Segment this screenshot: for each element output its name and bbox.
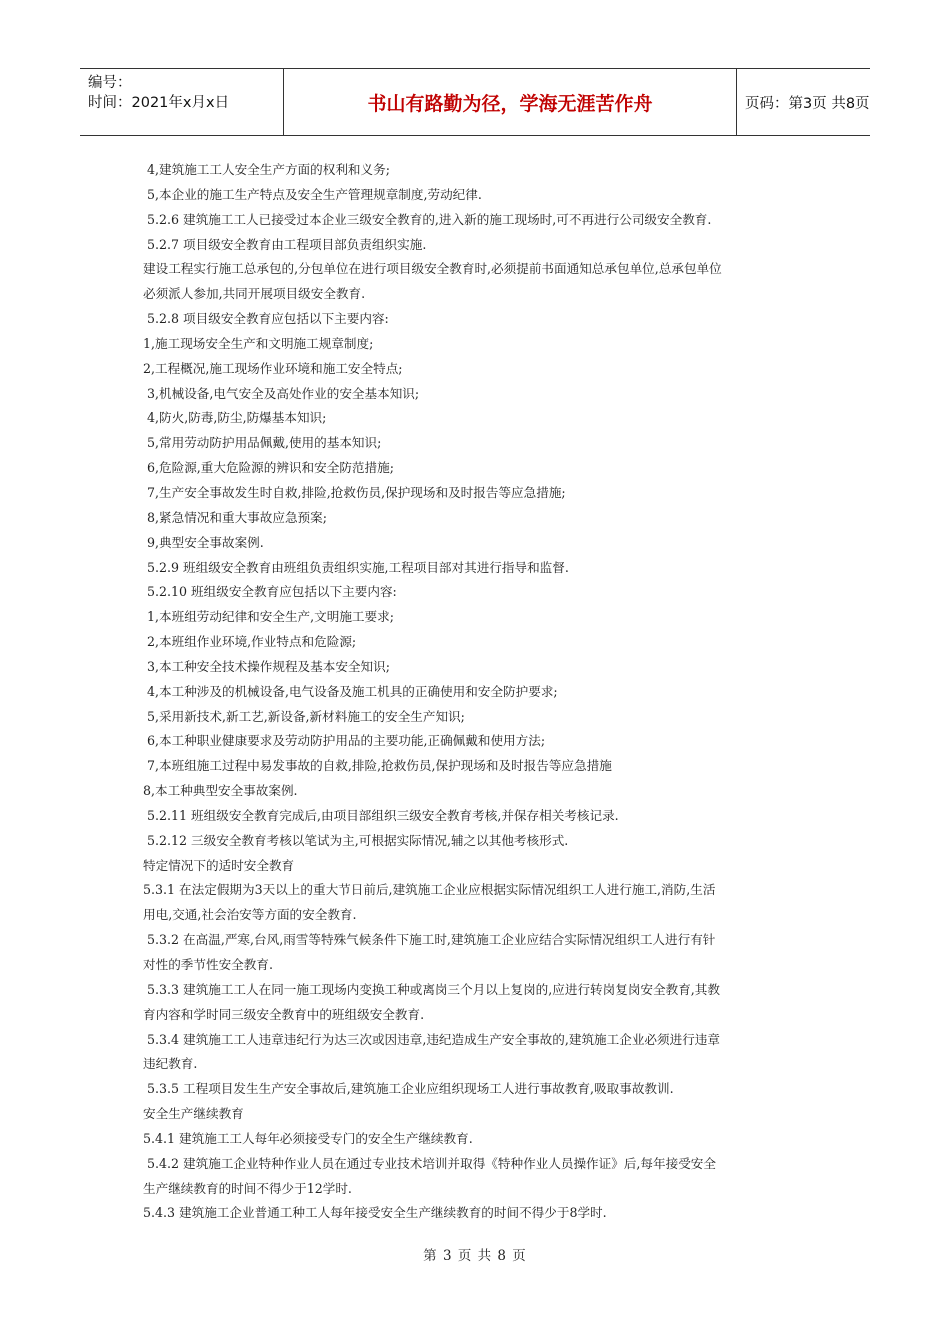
body-line: 违纪教育. [143, 1056, 198, 1072]
body-line: 5.2.9 班组级安全教育由班组负责组织实施,工程项目部对其进行指导和监督. [147, 559, 569, 575]
body-line: 4,防火,防毒,防尘,防爆基本知识; [147, 410, 327, 426]
body-line: 5.2.6 建筑施工工人已接受过本企业三级安全教育的,进入新的施工现场时,可不再进行公司级安全教育. [147, 211, 712, 227]
body-line: 必须派人参加,共同开展项目级安全教育. [143, 286, 366, 302]
body-line: 7,生产安全事故发生时自救,排险,抢救伤员,保护现场和及时报告等应急措施; [147, 484, 566, 500]
body-line: 2,工程概况,施工现场作业环境和施工安全特点; [143, 360, 403, 376]
body-line: 5.2.11 班组级安全教育完成后,由项目部组织三级安全教育考核,并保存相关考核记录. [147, 807, 619, 823]
page-footer: 第 3 页 共 8 页 [423, 1248, 527, 1264]
body-line: 5,本企业的施工生产特点及安全生产管理规章制度,劳动纪律. [147, 186, 482, 202]
body-line: 5.2.8 项目级安全教育应包括以下主要内容: [147, 311, 389, 327]
body-line: 5.3.3 建筑施工工人在同一施工现场内变换工种或离岗三个月以上复岗的,应进行转岗复岗安全教育,其教 [147, 981, 720, 997]
body-line: 安全生产继续教育 [143, 1106, 244, 1122]
body-line: 育内容和学时同三级安全教育中的班组级安全教育. [143, 1006, 425, 1022]
body-line: 5.4.2 建筑施工企业特种作业人员在通过专业技术培训并取得《特种作业人员操作证》后,每年接受安全 [147, 1155, 716, 1171]
document-date-label: 时间：2021年x月x日 [88, 95, 230, 111]
body-line: 2,本班组作业环境,作业特点和危险源; [147, 634, 357, 650]
body-line: 7,本班组施工过程中易发事故的自救,排险,抢救伤员,保护现场和及时报告等应急措施 [147, 758, 612, 774]
body-line: 6,本工种职业健康要求及劳动防护用品的主要功能,正确佩戴和使用方法; [147, 733, 546, 749]
body-line: 特定情况下的适时安全教育 [143, 857, 295, 873]
body-line: 1,施工现场安全生产和文明施工规章制度; [143, 335, 374, 351]
body-line: 5,采用新技术,新工艺,新设备,新材料施工的安全生产知识; [147, 708, 465, 724]
body-line: 5.4.3 建筑施工企业普通工种工人每年接受安全生产继续教育的时间不得少于8学时. [143, 1205, 607, 1221]
body-line: 6,危险源,重大危险源的辨识和安全防范措施; [147, 460, 394, 476]
body-line: 5.3.2 在高温,严寒,台风,雨雪等特殊气候条件下施工时,建筑施工企业应结合实际情况组织工人进行有针 [147, 932, 716, 948]
body-line: 用电,交通,社会治安等方面的安全教育. [143, 907, 357, 923]
body-line: 对性的季节性安全教育. [143, 957, 273, 972]
header-motto: 书山有路勤为径，学海无涯苦作舟 [283, 69, 737, 135]
body-line: 5.3.4 建筑施工工人违章违纪行为达三次或因违章,违纪造成生产安全事故的,建筑施工企业必须进行违章 [147, 1031, 720, 1047]
body-line: 5.2.7 项目级安全教育由工程项目部负责组织实施. [147, 236, 427, 252]
body-line: 5,常用劳动防护用品佩戴,使用的基本知识; [147, 435, 382, 451]
body-line: 生产继续教育的时间不得少于12学时. [143, 1180, 352, 1196]
body-line: 5.3.1 在法定假期为3天以上的重大节日前后,建筑施工企业应根据实际情况组织工人进行施工,消防,生活 [143, 882, 716, 898]
body-line: 9,典型安全事故案例. [147, 534, 264, 550]
body-line: 5.2.10 班组级安全教育应包括以下主要内容: [147, 584, 397, 600]
body-line: 3,机械设备,电气安全及高处作业的安全基本知识; [147, 385, 420, 401]
document-body [143, 158, 811, 1226]
body-line: 8,本工种典型安全事故案例. [143, 783, 298, 799]
body-line: 3,本工种安全技术操作规程及基本安全知识; [147, 658, 390, 674]
header-page-label: 页码：第3页 共8页 [745, 95, 870, 112]
body-line: 1,本班组劳动纪律和安全生产,文明施工要求; [147, 609, 394, 625]
document-number-label: 编号： [88, 75, 132, 91]
body-line: 4,建筑施工工人安全生产方面的权利和义务; [147, 162, 390, 177]
body-line: 4,本工种涉及的机械设备,电气设备及施工机具的正确使用和安全防护要求; [147, 683, 558, 699]
body-line: 5.3.5 工程项目发生生产安全事故后,建筑施工企业应组织现场工人进行事故教育,吸取事故教训. [147, 1081, 674, 1097]
body-line: 建设工程实行施工总承包的,分包单位在进行项目级安全教育时,必须提前书面通知总承包单位,总承包单位 [143, 261, 722, 277]
page-header [80, 68, 870, 136]
body-line: 8,紧急情况和重大事故应急预案; [147, 509, 327, 525]
header-left-cell [80, 69, 283, 135]
body-line: 5.2.12 三级安全教育考核以笔试为主,可根据实际情况,辅之以其他考核形式. [147, 832, 569, 848]
body-line: 5.4.1 建筑施工工人每年必须接受专门的安全生产继续教育. [143, 1130, 473, 1146]
